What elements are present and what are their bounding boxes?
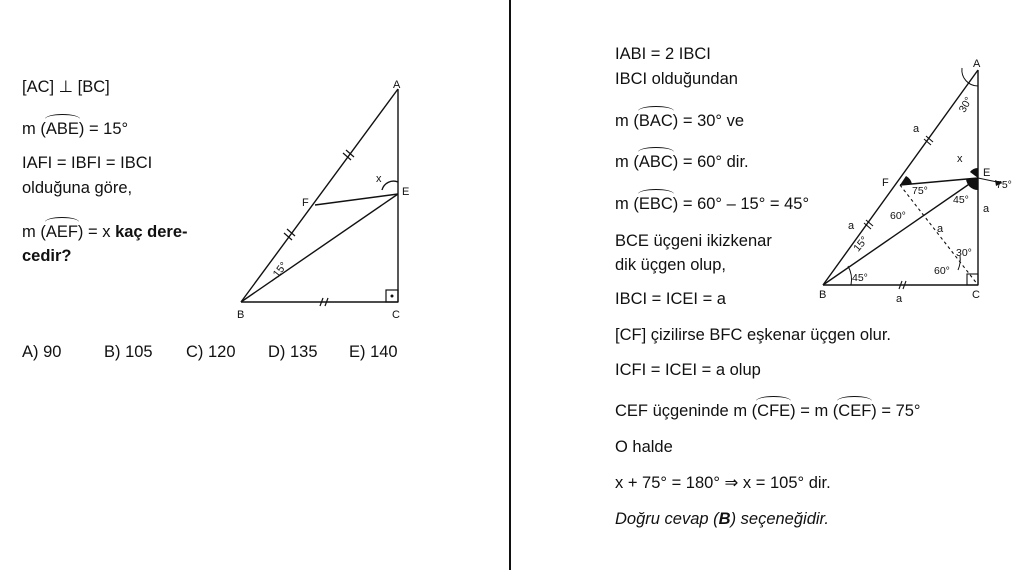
sol-angle-75: 75° (996, 179, 1012, 191)
option-b[interactable]: B) 105 (104, 343, 153, 361)
sol-angle-60f: 60° (890, 210, 906, 222)
sol-angle-30c: 30° (956, 247, 972, 259)
solution-answer: Doğru cevap (B) seçeneğidir. (615, 510, 829, 528)
solution-line-12: O halde (615, 438, 673, 456)
option-a[interactable]: A) 90 (22, 343, 62, 361)
sol-vertex-a-label: A (973, 58, 981, 70)
solution-line-13: x + 75° = 180° ⇒ x = 105° dir. (615, 474, 831, 492)
solution-line-2: IBCI olduğundan (615, 70, 738, 88)
sol-side-fc-label: a (937, 223, 944, 235)
solution-line-10: ICFI = ICEI = a olup (615, 361, 761, 379)
sol-angle-45b: 45° (852, 272, 868, 284)
angle-abc: ABC (638, 153, 673, 171)
sol-side-ab-label: a (913, 123, 920, 135)
solution-line-4: m (ABC) = 60° dir. (615, 153, 749, 171)
solution-line-1: IABI = 2 IBCI (615, 45, 711, 63)
vertex-c-label: C (392, 309, 400, 321)
angle-abe: ABE (45, 120, 79, 138)
sol-vertex-f-label: F (882, 177, 889, 189)
sol-angle-x-label: x (957, 153, 963, 165)
given-condition: olduğuna göre, (22, 179, 133, 197)
angle-15-label: 15° (270, 259, 290, 280)
angle-ebc: EBC (638, 195, 673, 213)
sol-vertex-c-label: C (972, 289, 980, 301)
solution-line-9: [CF] çizilirse BFC eşkenar üçgen olur. (615, 326, 892, 344)
sol-side-bc-label: a (896, 293, 903, 305)
angle-bac: BAC (638, 112, 673, 130)
given-perpendicular: [AC] ⊥ [BC] (22, 78, 110, 96)
option-e[interactable]: E) 140 (349, 343, 398, 361)
question-ask-cont: cedir? (22, 247, 72, 265)
sol-angle-45e: 45° (953, 194, 969, 206)
given-lengths: IAFI = IBFI = IBCI (22, 154, 153, 172)
sol-vertex-e-label: E (983, 167, 991, 179)
vertex-b-label: B (237, 309, 245, 321)
angle-x-label: x (376, 173, 382, 185)
sol-vertex-b-label: B (819, 289, 827, 301)
sol-angle-30a: 30° (956, 94, 976, 115)
solution-line-5: m (EBC) = 60° – 15° = 45° (615, 195, 810, 213)
vertex-e-label: E (402, 186, 410, 198)
given-angle-abe: m (ABE) = 15° (22, 120, 129, 138)
question-ask: m (AEF) = x kaç dere- (22, 223, 188, 241)
sol-angle-75f: 75° (912, 185, 928, 197)
vertex-a-label: A (393, 79, 401, 91)
angle-cef: CEF (838, 402, 872, 420)
solution-line-7: dik üçgen olup, (615, 256, 726, 274)
angle-cfe: CFE (757, 402, 791, 420)
vertex-f-label: F (302, 197, 309, 209)
option-c[interactable]: C) 120 (186, 343, 236, 361)
sol-side-ce-label: a (983, 203, 990, 215)
solution-line-6: BCE üçgeni ikizkenar (615, 232, 772, 250)
solution-line-3: m (BAC) = 30° ve (615, 112, 745, 130)
option-d[interactable]: D) 135 (268, 343, 318, 361)
sol-side-fb-label: a (848, 220, 855, 232)
solution-line-8: IBCI = ICEI = a (615, 290, 726, 308)
solution-line-11: CEF üçgeninde m (CFE) = m (CEF) = 75° (615, 402, 921, 420)
sol-angle-60c: 60° (934, 265, 950, 277)
sol-angle-15: 15° (851, 234, 871, 255)
angle-aef: AEF (45, 223, 78, 241)
